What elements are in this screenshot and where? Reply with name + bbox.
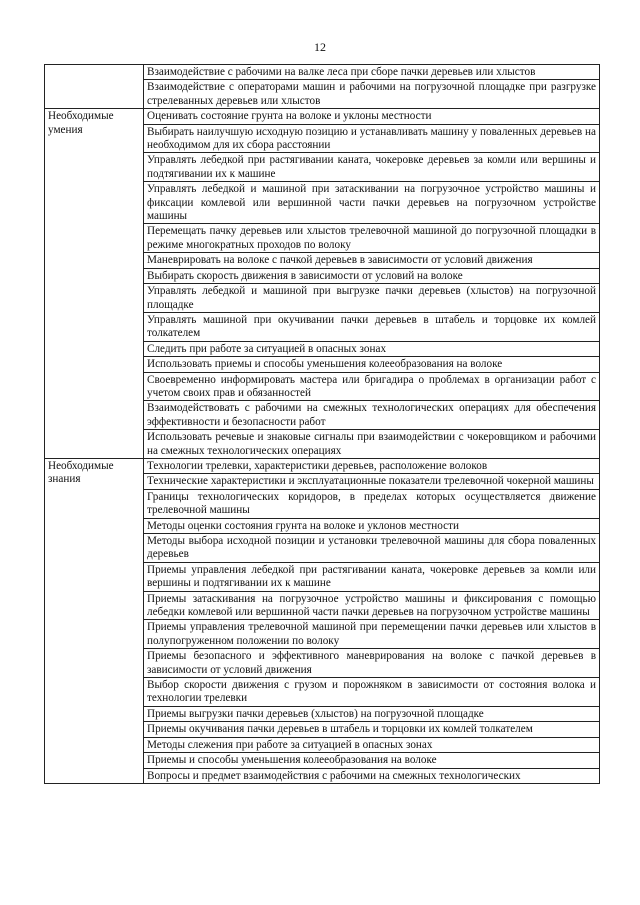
requirement-cell: Приемы окучивания пачки деревьев в штабель и торцовки их комлей толкателем [144,722,600,737]
requirement-cell: Взаимодействие с операторами машин и рабочими на погрузочной площадке при разгрузке стрелеванных деревьев или хлыстов [144,80,600,109]
requirement-cell: Управлять лебедкой и машиной при затаскивании на погрузочное устройство машины и фиксации комлевой или вершинной части пачки деревьев на погрузочном устройстве машины [144,182,600,224]
requirement-cell: Взаимодействие с рабочими на валке леса при сборе пачки деревьев или хлыстов [144,65,600,80]
requirement-cell: Оценивать состояние грунта на волоке и уклоны местности [144,109,600,124]
requirement-cell: Управлять лебедкой и машиной при выгрузке пачки деревьев (хлыстов) на погрузочной площадке [144,284,600,313]
requirement-cell: Выбирать скорость движения в зависимости от условий на волоке [144,268,600,283]
requirement-cell: Приемы управления трелевочной машиной при перемещении пачки деревьев или хлыстов в полупогруженном положении по волоку [144,620,600,649]
requirement-cell: Приемы и способы уменьшения колееобразования на волоке [144,753,600,768]
table-row [45,458,600,473]
table-row [45,65,600,80]
category-cell: Необходимые умения [45,109,144,459]
table-row [45,109,600,124]
requirement-cell: Границы технологических коридоров, в пределах которых осуществляется движение трелевочной машины [144,489,600,518]
requirement-cell: Взаимодействовать с рабочими на смежных технологических операциях для обеспечения эффективности и безопасности работ [144,401,600,430]
requirements-table [44,64,600,784]
requirement-cell: Вопросы и предмет взаимодействия с рабочими на смежных технологических [144,768,600,783]
requirement-cell: Управлять машиной при окучивании пачки деревьев в штабель и торцовке их комлей толкателем [144,312,600,341]
requirement-cell: Методы оценки состояния грунта на волоке и уклонов местности [144,518,600,533]
requirement-cell: Приемы управления лебедкой при растягивании каната, чокеровке деревьев за комли или вершины и подтягивании их к машине [144,562,600,591]
requirement-cell: Перемещать пачку деревьев или хлыстов трелевочной машиной до погрузочной площадки в режиме многократных проходов по волоку [144,224,600,253]
requirement-cell: Приемы безопасного и эффективного маневрирования на волоке с пачкой деревьев в зависимости от условий движения [144,649,600,678]
page-number: 12 [314,40,326,54]
requirement-cell: Методы выбора исходной позиции и установки трелевочной машины для сбора поваленных деревьев [144,534,600,563]
requirement-cell: Выбирать наилучшую исходную позицию и устанавливать машину у поваленных деревьев на необходимом для их сбора расстоянии [144,124,600,153]
requirement-cell: Технические характеристики и эксплуатационные показатели трелевочной чокерной машины [144,474,600,489]
requirement-cell: Использовать речевые и знаковые сигналы при взаимодействии с чокеровщиком и рабочими на смежных технологических операциях [144,430,600,459]
category-cell: Необходимые знания [45,458,144,783]
requirement-cell: Следить при работе за ситуацией в опасных зонах [144,341,600,356]
requirement-cell: Маневрировать на волоке с пачкой деревьев в зависимости от условий движения [144,253,600,268]
requirement-cell: Своевременно информировать мастера или бригадира о проблемах в организации работ с учетом своих прав и обязанностей [144,372,600,401]
requirement-cell: Технологии трелевки, характеристики деревьев, расположение волоков [144,458,600,473]
category-cell [45,65,144,109]
requirement-cell: Приемы затаскивания на погрузочное устройство машины и фиксирования с помощью лебедки комлевой или вершинной части пачки деревьев на погрузочном устройстве машины [144,591,600,620]
requirement-cell: Методы слежения при работе за ситуацией в опасных зонах [144,737,600,752]
requirement-cell: Управлять лебедкой при растягивании каната, чокеровке деревьев за комли или вершины и подтягивании их к машине [144,153,600,182]
requirement-cell: Использовать приемы и способы уменьшения колееобразования на волоке [144,357,600,372]
requirement-cell: Приемы выгрузки пачки деревьев (хлыстов) на погрузочной площадке [144,706,600,721]
requirement-cell: Выбор скорости движения с грузом и порожняком в зависимости от состояния волока и технологии трелевки [144,678,600,707]
